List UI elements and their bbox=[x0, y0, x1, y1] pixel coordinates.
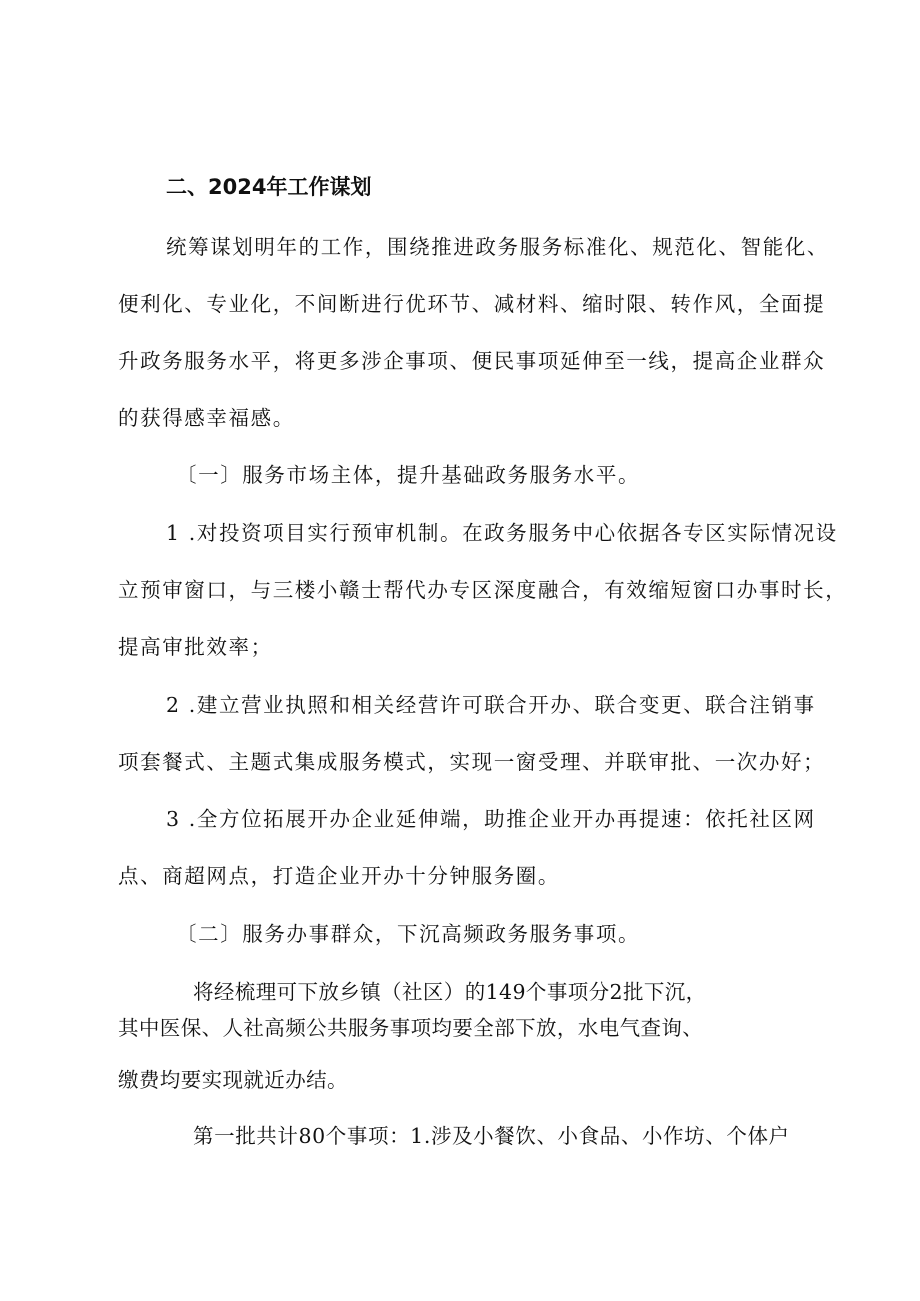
paragraph-line: 第一批共计80个事项：1.涉及小餐饮、小食品、小作坊、个体户 bbox=[193, 1124, 790, 1148]
paragraph-line: 〔二〕服务办事群众，下沉高频政务服务事项。 bbox=[176, 922, 641, 946]
paragraph-line: 〔一〕服务市场主体，提升基础政务服务水平。 bbox=[176, 463, 641, 487]
paragraph-line: 便利化、专业化，不间断进行优环节、减材料、缩时限、转作风，全面提 bbox=[118, 292, 826, 316]
paragraph-line: 统筹谋划明年的工作，围绕推进政务服务标准化、规范化、智能化、 bbox=[166, 235, 829, 259]
section-heading: 二、2024年工作谋划 bbox=[166, 175, 372, 199]
paragraph-line: 点、商超网点，打造企业开办十分钟服务圈。 bbox=[118, 864, 560, 888]
paragraph-line: 3 .全方位拓展开办企业延伸端，助推企业开办再提速：依托社区网 bbox=[166, 807, 816, 831]
paragraph-line: 立预审窗口，与三楼小赣士帮代办专区深度融合，有效缩短窗口办事时长， bbox=[118, 578, 848, 602]
paragraph-line: 的获得感幸福感。 bbox=[118, 406, 295, 430]
paragraph-line: 缴费均要实现就近办结。 bbox=[118, 1068, 348, 1092]
paragraph-line: 提高审批效率； bbox=[118, 635, 273, 659]
paragraph-line: 1 .对投资项目实行预审机制。在政务服务中心依据各专区实际情况设 bbox=[166, 521, 838, 545]
paragraph-line: 2 .建立营业执照和相关经营许可联合开办、联合变更、联合注销事 bbox=[166, 693, 816, 717]
paragraph-line: 项套餐式、主题式集成服务模式，实现一窗受理、并联审批、一次办好； bbox=[118, 750, 826, 774]
paragraph-line: 将经梳理可下放乡镇（社区）的149个事项分2批下沉， bbox=[193, 980, 707, 1004]
paragraph-line: 其中医保、人社高频公共服务事项均要全部下放，水电气查询、 bbox=[118, 1016, 704, 1040]
paragraph-line: 升政务服务水平，将更多涉企事项、便民事项延伸至一线，提高企业群众 bbox=[118, 349, 826, 373]
